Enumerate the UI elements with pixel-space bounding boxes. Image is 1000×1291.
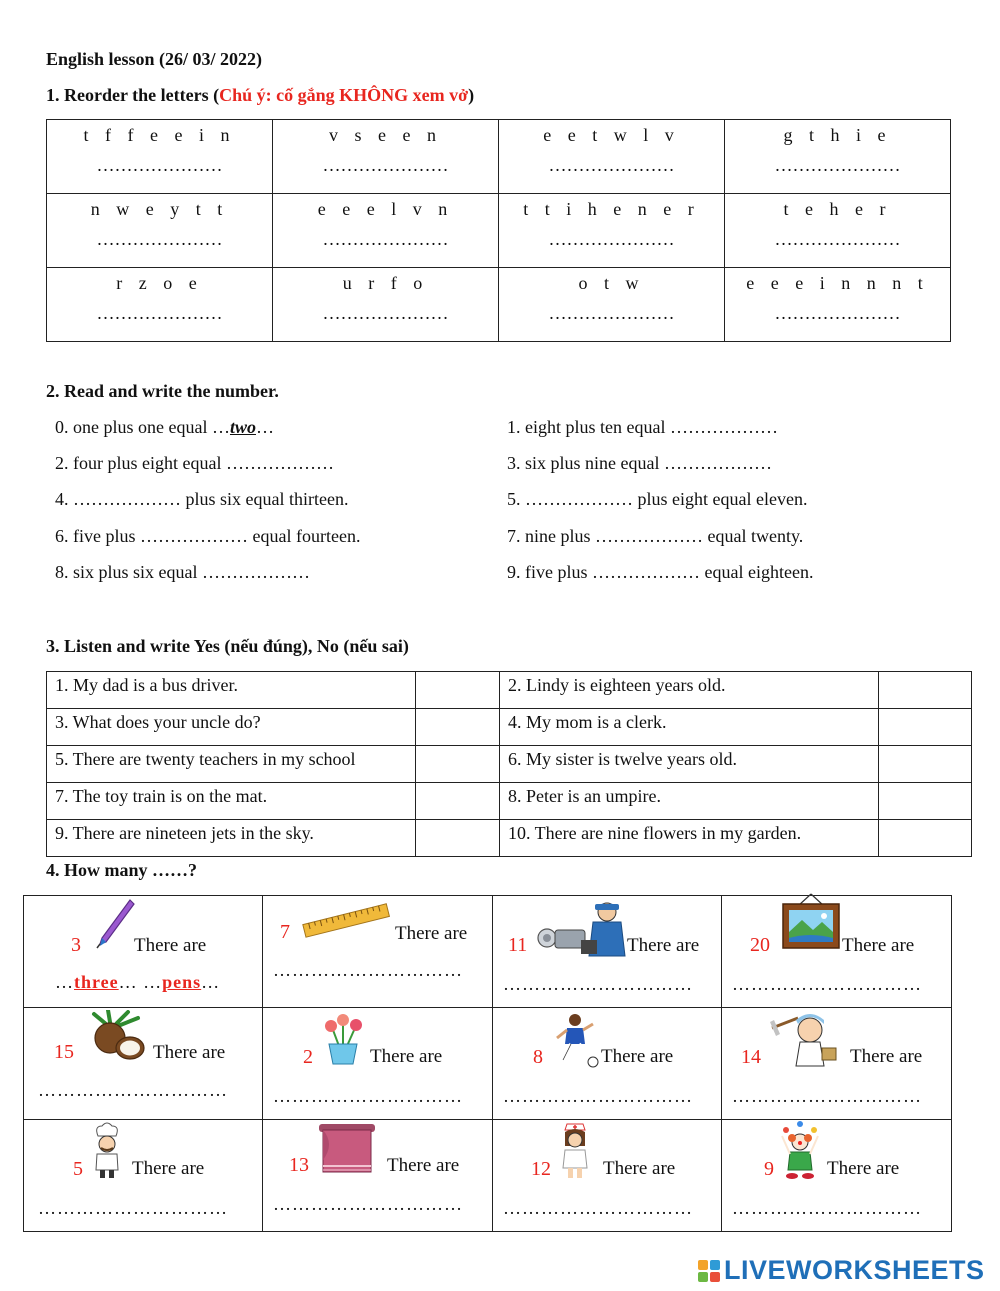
count-cell[interactable]: [24, 1120, 263, 1232]
scrambled-letters: o t w: [578, 273, 645, 293]
answer-blank[interactable]: …………………: [96, 303, 223, 323]
number-item-5[interactable]: [507, 489, 807, 510]
answer-blank[interactable]: …………………………: [503, 1086, 693, 1106]
scrambled-letters: u r f o: [342, 273, 429, 293]
answer-blank[interactable]: …………………: [548, 229, 675, 249]
there-are-text: There are: [387, 1155, 460, 1176]
count-cell[interactable]: [493, 1008, 722, 1120]
count-number: 15: [54, 1041, 74, 1063]
reorder-cell[interactable]: [47, 120, 273, 194]
clown-icon: [780, 1120, 822, 1180]
logo-square: [710, 1272, 720, 1282]
number-item-0: [55, 417, 274, 438]
dots: …: [55, 972, 74, 992]
number-item-9[interactable]: [507, 562, 813, 583]
example-answer: [55, 972, 220, 993]
item-text: 6. five plus ……………… equal fourteen.: [55, 526, 361, 546]
number-item-4[interactable]: [55, 489, 348, 510]
answer-blank[interactable]: …………………: [322, 155, 449, 175]
count-cell: [24, 896, 263, 1008]
answer-box[interactable]: [879, 746, 972, 783]
number-item-1[interactable]: [507, 417, 778, 438]
answer-blank[interactable]: …………………: [774, 229, 901, 249]
ruler-icon: [301, 902, 391, 938]
answer-blank[interactable]: …………………………: [273, 1086, 463, 1106]
reorder-cell[interactable]: [273, 120, 499, 194]
scrambled-letters: t f f e e i n: [83, 125, 236, 145]
there-are-text: There are: [395, 923, 468, 944]
answer-blank[interactable]: …………………………: [503, 974, 693, 994]
how-many-table: [23, 895, 952, 1232]
answer-blank[interactable]: …………………: [548, 155, 675, 175]
answer-blank[interactable]: …………………………: [732, 974, 922, 994]
answer-box[interactable]: [416, 746, 500, 783]
count-cell[interactable]: [263, 1120, 493, 1232]
reorder-cell[interactable]: [499, 194, 725, 268]
answer-box[interactable]: [879, 783, 972, 820]
count-cell[interactable]: [493, 896, 722, 1008]
there-are-text: There are: [134, 935, 207, 956]
count-number: 5: [73, 1158, 83, 1180]
picture-frame-icon: [780, 892, 842, 950]
statement: 2. Lindy is eighteen years old.: [500, 672, 879, 709]
count-cell[interactable]: [722, 896, 952, 1008]
dots: …: [201, 972, 221, 992]
scrambled-letters: e e t w l v: [543, 125, 680, 145]
count-number: 12: [531, 1158, 551, 1180]
count-number: 13: [289, 1154, 309, 1176]
there-are-text: There are: [827, 1158, 900, 1179]
statement: 6. My sister is twelve years old.: [500, 746, 879, 783]
section2-title: 2. Read and write the number.: [46, 381, 279, 401]
example-number-word: three: [74, 972, 119, 992]
there-are-text: There are: [601, 1046, 674, 1067]
count-cell[interactable]: [722, 1008, 952, 1120]
reorder-cell[interactable]: [725, 194, 951, 268]
example-noun: pens: [162, 972, 202, 992]
count-cell[interactable]: [493, 1120, 722, 1232]
there-are-text: There are: [627, 935, 700, 956]
reorder-cell[interactable]: [273, 268, 499, 342]
answer-box[interactable]: [416, 820, 500, 857]
coconut-icon: [88, 1010, 150, 1062]
answer-blank[interactable]: …………………: [322, 303, 449, 323]
number-item-3[interactable]: [507, 453, 772, 474]
item-text: 7. nine plus ……………… equal twenty.: [507, 526, 804, 546]
count-cell[interactable]: [263, 1008, 493, 1120]
answer-blank[interactable]: …………………………: [732, 1086, 922, 1106]
reorder-cell[interactable]: [47, 194, 273, 268]
section1-title-text: 1. Reorder the letters (: [46, 85, 220, 105]
football-player-icon: [549, 1012, 599, 1068]
item-text: 3. six plus nine equal ………………: [507, 453, 772, 473]
count-number: 14: [741, 1046, 761, 1068]
answer-blank[interactable]: …………………: [96, 155, 223, 175]
answer-box[interactable]: [879, 672, 972, 709]
statement: 8. Peter is an umpire.: [500, 783, 879, 820]
page-title: English lesson (26/ 03/ 2022): [46, 49, 263, 69]
reorder-cell[interactable]: [273, 194, 499, 268]
statement: 4. My mom is a clerk.: [500, 709, 879, 746]
count-cell[interactable]: [263, 896, 493, 1008]
count-number: 20: [750, 934, 770, 956]
answer-blank[interactable]: …………………………: [38, 1198, 228, 1218]
reorder-table: [46, 119, 951, 342]
item-text: 8. six plus six equal ………………: [55, 562, 310, 582]
section1-title: [46, 85, 474, 106]
logo-mark-icon: [698, 1260, 720, 1282]
logo-square: [710, 1260, 720, 1270]
item-text: 2. four plus eight equal ………………: [55, 453, 334, 473]
item-text: 4. ……………… plus six equal thirteen.: [55, 489, 349, 509]
there-are-text: There are: [370, 1046, 443, 1067]
count-number: 8: [533, 1046, 543, 1068]
logo-square: [698, 1272, 708, 1282]
scrambled-letters: v s e e n: [329, 125, 442, 145]
count-cell[interactable]: [24, 1008, 263, 1120]
nurse-icon: [559, 1122, 591, 1180]
answer-box[interactable]: [879, 820, 972, 857]
reorder-cell[interactable]: [725, 120, 951, 194]
there-are-text: There are: [603, 1158, 676, 1179]
reorder-cell[interactable]: [725, 268, 951, 342]
count-number: 7: [280, 921, 290, 943]
statement: 5. There are twenty teachers in my school: [47, 746, 416, 783]
chef-icon: [90, 1122, 124, 1180]
answer-box[interactable]: [416, 709, 500, 746]
scrambled-letters: r z o e: [116, 273, 203, 293]
towel-icon: [315, 1120, 379, 1180]
scrambled-letters: g t h i e: [783, 125, 892, 145]
answer-blank[interactable]: …………………: [774, 303, 901, 323]
cleaner-icon: [768, 1010, 844, 1068]
number-item-7[interactable]: [507, 526, 803, 547]
scrambled-letters: e e e l v n: [317, 199, 454, 219]
answer-blank[interactable]: …………………………: [732, 1198, 922, 1218]
count-number: 3: [71, 934, 81, 956]
there-are-text: There are: [842, 935, 915, 956]
statement: 3. What does your uncle do?: [47, 709, 416, 746]
scrambled-letters: e e e i n n n t: [746, 273, 929, 293]
statement: 7. The toy train is on the mat.: [47, 783, 416, 820]
answer-blank[interactable]: …………………: [774, 155, 901, 175]
answer-blank[interactable]: …………………: [96, 229, 223, 249]
logo-square: [698, 1260, 708, 1270]
liveworksheets-logo[interactable]: [698, 1255, 985, 1286]
scrambled-letters: t t i h e n e r: [523, 199, 700, 219]
answer-blank[interactable]: …………………………: [273, 1194, 463, 1214]
item-text: …: [255, 417, 274, 437]
statement: 1. My dad is a bus driver.: [47, 672, 416, 709]
count-cell[interactable]: [722, 1120, 952, 1232]
pen-icon: [94, 898, 136, 950]
reorder-cell[interactable]: [499, 268, 725, 342]
there-are-text: There are: [153, 1042, 226, 1063]
section4-title: 4. How many ……?: [46, 860, 198, 880]
statement: 10. There are nine flowers in my garden.: [500, 820, 879, 857]
answer-blank[interactable]: …………………: [548, 303, 675, 323]
section1-title-close: ): [468, 85, 475, 105]
answer-blank[interactable]: …………………: [322, 229, 449, 249]
scrambled-letters: n w e y t t: [90, 199, 229, 219]
yes-no-table: [46, 671, 972, 857]
count-number: 2: [303, 1046, 313, 1068]
statement: 9. There are nineteen jets in the sky.: [47, 820, 416, 857]
section3-title: 3. Listen and write Yes (nếu đúng), No (nếu sai): [46, 636, 409, 656]
example-answer: two: [229, 417, 256, 437]
number-item-2[interactable]: [55, 453, 334, 474]
flower-pot-icon: [321, 1012, 365, 1066]
number-item-6[interactable]: [55, 526, 360, 547]
reorder-cell[interactable]: [499, 120, 725, 194]
number-item-8[interactable]: [55, 562, 310, 583]
count-number: 11: [508, 934, 528, 956]
item-text: 0. one plus one equal …: [55, 417, 230, 437]
there-are-text: There are: [850, 1046, 923, 1067]
answer-box[interactable]: [879, 709, 972, 746]
answer-box[interactable]: [416, 783, 500, 820]
answer-blank[interactable]: …………………………: [273, 960, 463, 980]
item-text: 9. five plus ……………… equal eighteen.: [507, 562, 814, 582]
item-text: 5. ……………… plus eight equal eleven.: [507, 489, 808, 509]
logo-text: LIVEWORKSHEETS: [724, 1255, 985, 1285]
dots: … …: [118, 972, 163, 992]
there-are-text: There are: [132, 1158, 205, 1179]
count-number: 9: [764, 1158, 774, 1180]
answer-box[interactable]: [416, 672, 500, 709]
item-text: 1. eight plus ten equal ………………: [507, 417, 778, 437]
answer-blank[interactable]: …………………………: [503, 1198, 693, 1218]
reorder-cell[interactable]: [47, 268, 273, 342]
scrambled-letters: t e h e r: [783, 199, 892, 219]
answer-blank[interactable]: …………………………: [38, 1080, 228, 1100]
robot-icon: [537, 900, 627, 958]
section1-note: Chú ý: cố gắng KHÔNG xem vở: [219, 85, 469, 105]
